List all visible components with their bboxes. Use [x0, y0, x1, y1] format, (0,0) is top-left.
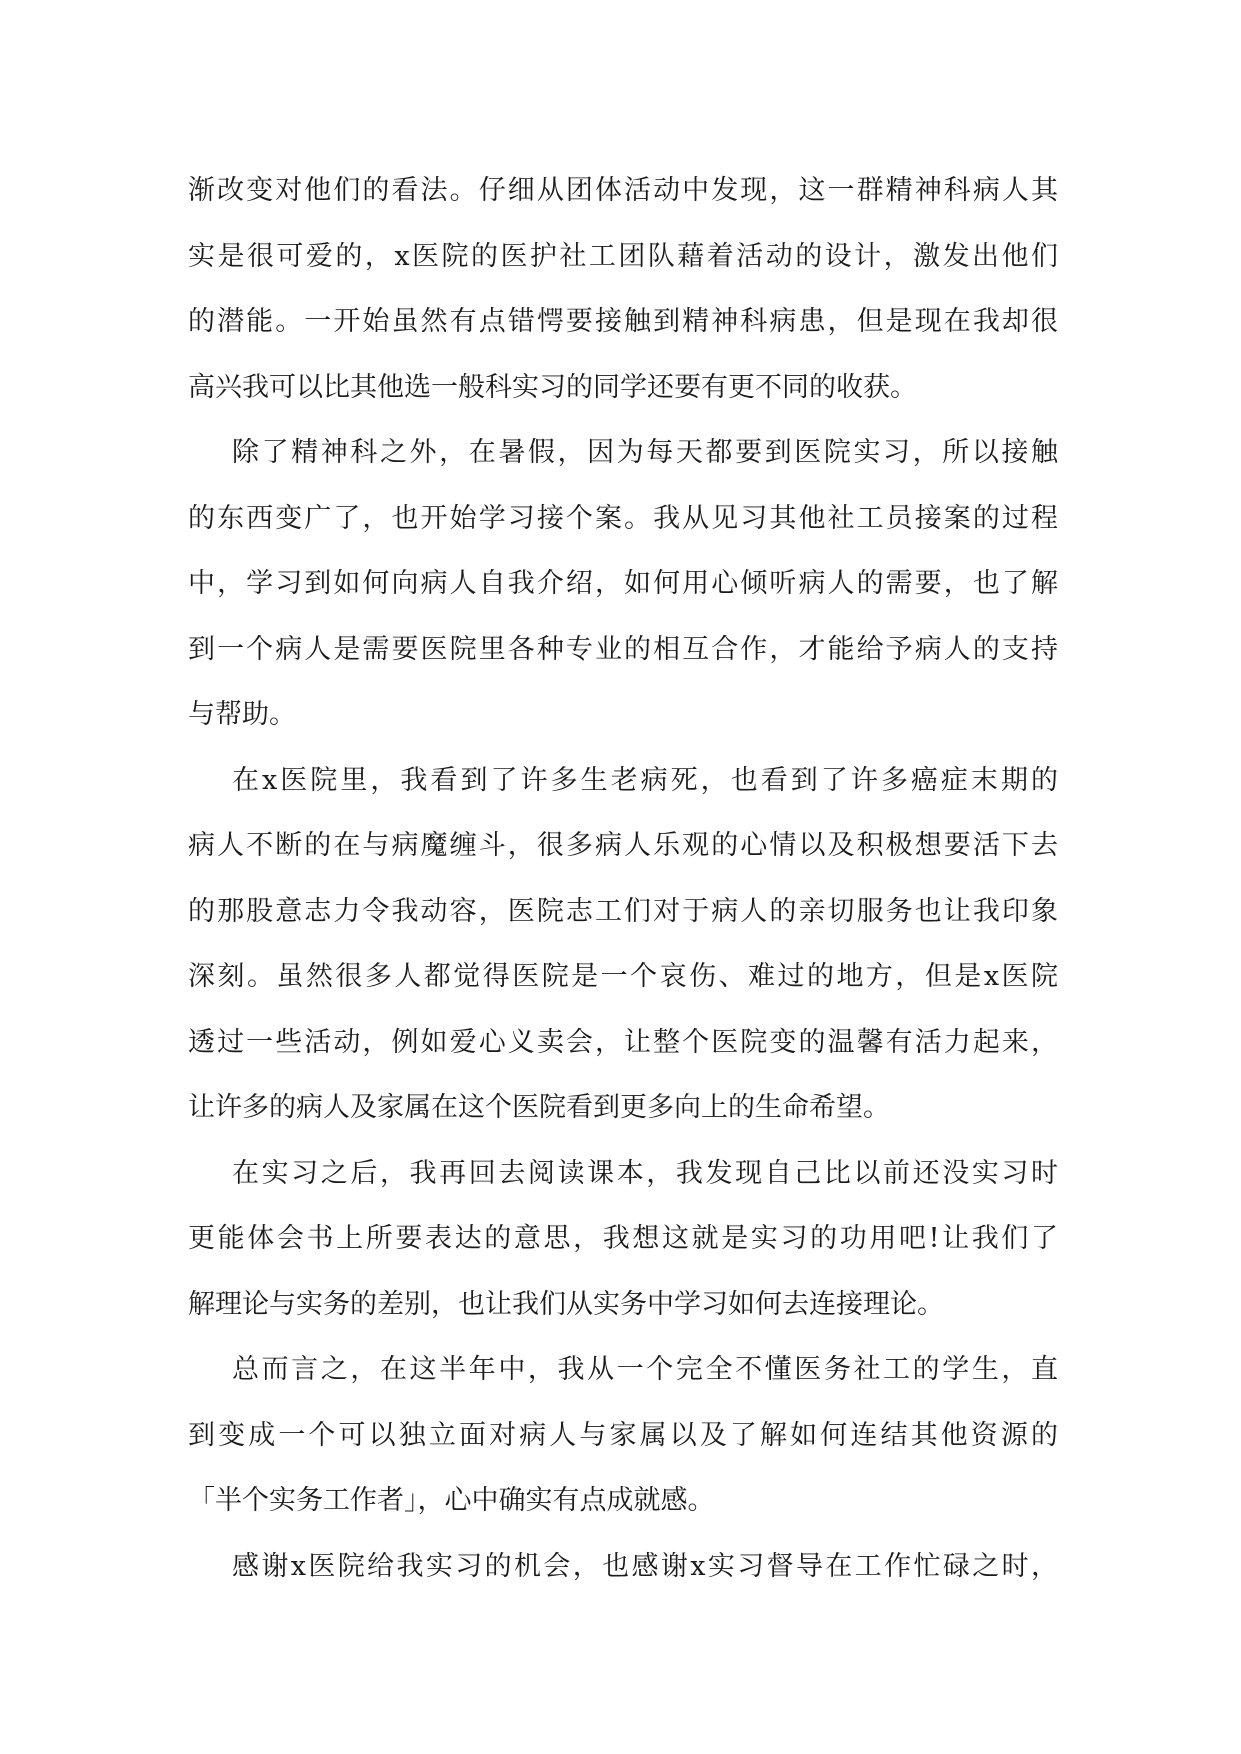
text-line: 透过一些活动，例如爱心义卖会，让整个医院变的温馨有活力起来， [188, 1026, 1058, 1058]
text-line: 的那股意志力令我动容，医院志工们对于病人的亲切服务也让我印象 [188, 895, 1058, 927]
text-line: 深刻。虽然很多人都觉得医院是一个哀伤、难过的地方，但是x医院 [188, 961, 1058, 992]
text-line: 高兴我可以比其他选一般科实习的同学还要有更不同的收获。 [188, 371, 917, 403]
paragraph-start-line: 在x医院里，我看到了许多生老病死，也看到了许多癌症末期的 [232, 764, 1058, 796]
paragraph-start-line: 总而言之，在这半年中，我从一个完全不懂医务社工的学生，直 [232, 1354, 1058, 1385]
text-line: 到变成一个可以独立面对病人与家属以及了解如何连结其他资源的 [188, 1419, 1058, 1451]
text-line: 到一个病人是需要医院里各种专业的相互合作，才能给予病人的支持 [188, 633, 1058, 665]
text-line: 与帮助。 [188, 699, 296, 730]
text-line: 让许多的病人及家属在这个医院看到更多向上的生命希望。 [188, 1092, 890, 1123]
text-line: 中，学习到如何向病人自我介绍，如何用心倾听病人的需要，也了解 [188, 568, 1058, 599]
text-line: 病人不断的在与病魔缠斗，很多病人乐观的心情以及积极想要活下去 [188, 830, 1058, 861]
paragraph-start-line: 感谢x医院给我实习的机会，也感谢x实习督导在工作忙碌之时， [232, 1550, 1058, 1582]
text-line: 「半个实务工作者」，心中确实有点成就感。 [188, 1485, 715, 1516]
text-line: 更能体会书上所要表达的意思，我想这就是实习的功用吧!让我们了 [188, 1223, 1058, 1254]
paragraph-start-line: 在实习之后，我再回去阅读课本，我发现自己比以前还没实习时 [232, 1157, 1058, 1189]
text-line: 渐改变对他们的看法。仔细从团体活动中发现，这一群精神科病人其 [188, 175, 1058, 206]
text-line: 的潜能。一开始虽然有点错愕要接触到精神科病患，但是现在我却很 [188, 306, 1058, 337]
document-body [188, 158, 1058, 1599]
text-line: 实是很可爱的，x医院的医护社工团队藉着活动的设计，激发出他们 [188, 240, 1058, 272]
text-line: 解理论与实务的差别，也让我们从实务中学习如何去连接理论。 [188, 1288, 944, 1320]
paragraph-start-line: 除了精神科之外，在暑假，因为每天都要到医院实习，所以接触 [232, 437, 1058, 468]
text-line: 的东西变广了，也开始学习接个案。我从见习其他社工员接案的过程 [188, 502, 1058, 534]
